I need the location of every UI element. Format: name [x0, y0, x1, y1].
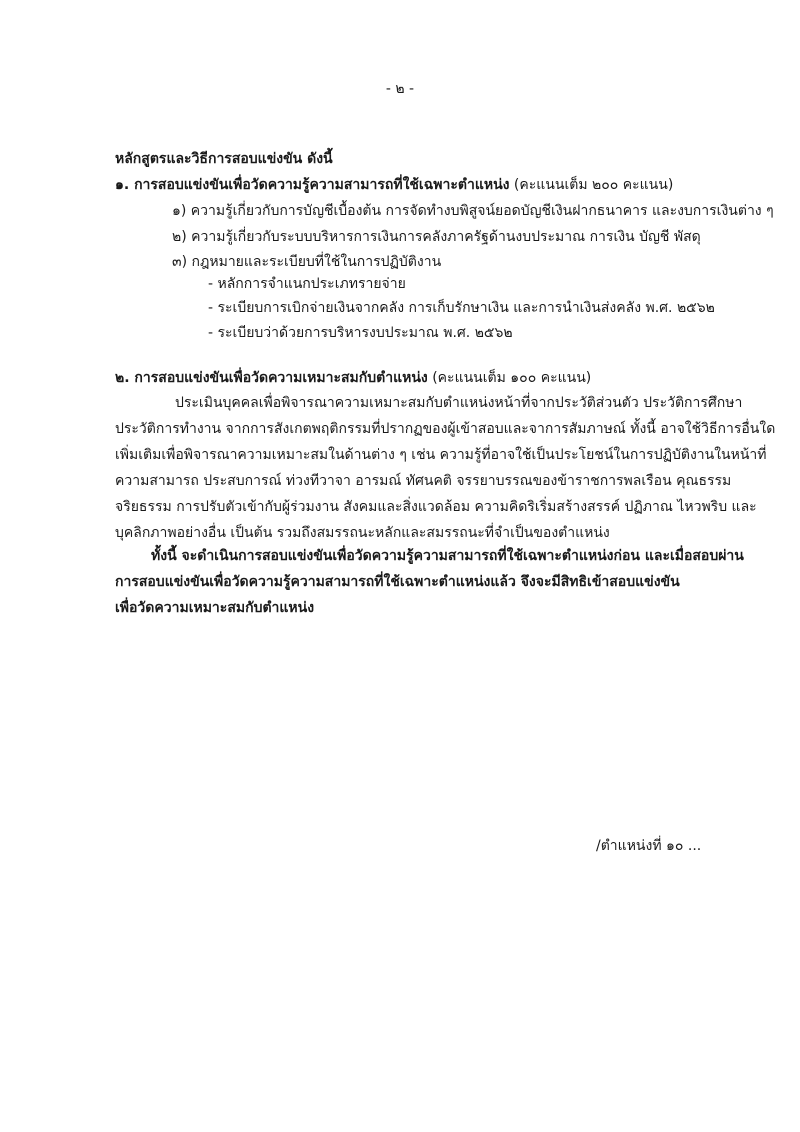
curriculum-heading: หลักสูตรและวิธีการสอบแข่งขัน ดังนี้ — [115, 151, 333, 167]
section1-subitem-1: - หลักการจำแนกประเภทรายจ่าย — [208, 276, 406, 292]
section1-subitem-2: - ระเบียบการเบิกจ่ายเงินจากคลัง การเก็บรักษาเงิน และการนำเงินส่งคลัง พ.ศ. ๒๕๖๒ — [208, 300, 715, 316]
note-line: ทั้งนี้ จะดำเนินการสอบแข่งขันเพื่อวัดความรู้ความสามารถที่ใช้เฉพาะตำแหน่งก่อน และเมื่อสอบผ่าน — [151, 548, 744, 564]
section2-title-line — [115, 367, 591, 389]
section2-paragraph-line: เพิ่มเติมเพื่อพิจารณาความเหมาะสมในด้านต่าง ๆ เช่น ความรู้ที่อาจใช้เป็นประโยชน์ในการปฏิบัติงานในหน้าที่ — [115, 447, 767, 463]
section1-title: ๑. การสอบแข่งขันเพื่อวัดความรู้ความสามารถที่ใช้เฉพาะตำแหน่ง — [115, 177, 510, 193]
section2-paragraph-line: บุคลิกภาพอย่างอื่น เป็นต้น รวมถึงสมรรถนะหลักและสมรรถนะที่จำเป็นของตำแหน่ง — [115, 525, 610, 541]
note-line: การสอบแข่งขันเพื่อวัดความรู้ความสามารถที่ใช้เฉพาะตำแหน่งแล้ว จึงจะมีสิทธิเข้าสอบแข่งขัน — [115, 574, 680, 590]
section2-paragraph-line: จริยธรรม การปรับตัวเข้ากับผู้ร่วมงาน สังคมและสิ่งแวดล้อม ความคิดริเริ่มสร้างสรรค์ ปฏิภาณ ไหวพริบ และ — [115, 499, 757, 515]
section1-item-2: ๒) ความรู้เกี่ยวกับระบบบริหารการเงินการคลังภาครัฐด้านงบประมาณ การเงิน บัญชี พัสดุ — [172, 229, 701, 245]
section1-item-3: ๓) กฎหมายและระเบียบที่ใช้ในการปฏิบัติงาน — [172, 254, 442, 270]
page-number: - ๒ - — [385, 81, 415, 97]
continuation-note: /ตำแหน่งที่ ๑๐ ... — [596, 838, 702, 854]
section2-title: ๒. การสอบแข่งขันเพื่อวัดความเหมาะสมกับตำแหน่ง — [115, 370, 428, 386]
note-line: เพื่อวัดความเหมาะสมกับตำแหน่ง — [115, 600, 315, 616]
section1-title-line — [115, 174, 673, 196]
section1-item-1: ๑) ความรู้เกี่ยวกับการบัญชีเบื้องต้น การจัดทำงบพิสูจน์ยอดบัญชีเงินฝากธนาคาร และงบการเงินต่าง ๆ — [172, 203, 774, 219]
section2-paragraph-line: ความสามารถ ประสบการณ์ ท่วงทีวาจา อารมณ์ ทัศนคติ จรรยาบรรณของข้าราชการพลเรือน คุณธรรม — [115, 473, 732, 489]
section2-paragraph-line: ประเมินบุคคลเพื่อพิจารณาความเหมาะสมกับตำแหน่งหน้าที่จากประวัติส่วนตัว ประวัติการศึกษา — [175, 395, 743, 411]
section1-subitem-3: - ระเบียบว่าด้วยการบริหารงบประมาณ พ.ศ. ๒๕๖๒ — [208, 325, 513, 341]
section2-paragraph-line: ประวัติการทำงาน จากการสังเกตพฤติกรรมที่ปรากฏของผู้เข้าสอบและจาการสัมภาษณ์ ทั้งนี้ อาจใช้วิธีการอื่นใด — [115, 421, 776, 437]
section2-score: (คะแนนเต็ม ๑๐๐ คะแนน) — [427, 370, 592, 386]
section1-score: (คะแนนเต็ม ๒๐๐ คะแนน) — [509, 177, 674, 193]
